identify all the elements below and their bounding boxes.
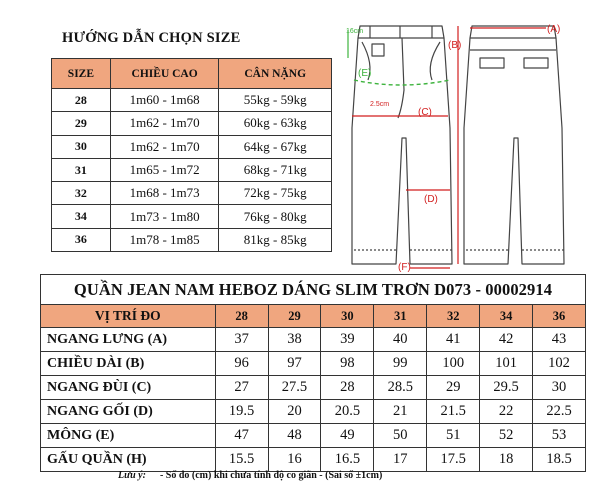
value-cell: 102 bbox=[533, 352, 586, 376]
size-col-header: 28 bbox=[215, 305, 268, 328]
value-cell: 96 bbox=[215, 352, 268, 376]
weight-cell: 76kg - 80kg bbox=[219, 205, 332, 228]
table-row bbox=[41, 424, 586, 448]
label-knee-measure: 2.5cm bbox=[370, 101, 390, 108]
value-cell: 15.5 bbox=[215, 448, 268, 472]
weight-cell: 55kg - 59kg bbox=[219, 89, 332, 112]
value-cell: 39 bbox=[321, 328, 374, 352]
value-cell: 97 bbox=[268, 352, 321, 376]
table-row bbox=[52, 89, 332, 112]
size-guide-table bbox=[51, 58, 332, 252]
value-cell: 22.5 bbox=[533, 400, 586, 424]
size-cell: 30 bbox=[52, 135, 111, 158]
value-cell: 29.5 bbox=[480, 376, 533, 400]
value-cell: 21.5 bbox=[427, 400, 480, 424]
value-cell: 16.5 bbox=[321, 448, 374, 472]
value-cell: 98 bbox=[321, 352, 374, 376]
footnote bbox=[118, 470, 382, 481]
size-header: SIZE bbox=[52, 59, 111, 89]
value-cell: 18 bbox=[480, 448, 533, 472]
value-cell: 51 bbox=[427, 424, 480, 448]
height-cell: 1m73 - 1m80 bbox=[110, 205, 219, 228]
value-cell: 28 bbox=[321, 376, 374, 400]
height-cell: 1m65 - 1m72 bbox=[110, 158, 219, 181]
jeans-front-outline bbox=[352, 26, 452, 264]
value-cell: 50 bbox=[374, 424, 427, 448]
table-row bbox=[52, 228, 332, 251]
table-row bbox=[52, 135, 332, 158]
height-cell: 1m62 - 1m70 bbox=[110, 112, 219, 135]
value-cell: 18.5 bbox=[533, 448, 586, 472]
height-cell: 1m68 - 1m73 bbox=[110, 182, 219, 205]
size-cell: 32 bbox=[52, 182, 111, 205]
height-cell: 1m60 - 1m68 bbox=[110, 89, 219, 112]
footnote-text: - Số đo (cm) khi chưa tính độ co giãn - (Sai số ±1cm) bbox=[159, 470, 383, 481]
row-label: CHIỀU DÀI (B) bbox=[41, 352, 216, 376]
value-cell: 20.5 bbox=[321, 400, 374, 424]
product-title: QUẦN JEAN NAM HEBOZ DÁNG SLIM TRƠN D073 - 00002914 bbox=[41, 275, 586, 305]
size-col-header: 32 bbox=[427, 305, 480, 328]
size-col-header: 29 bbox=[268, 305, 321, 328]
value-cell: 40 bbox=[374, 328, 427, 352]
label-f: (F) bbox=[398, 262, 411, 272]
value-cell: 38 bbox=[268, 328, 321, 352]
value-cell: 30 bbox=[533, 376, 586, 400]
size-cell: 34 bbox=[52, 205, 111, 228]
weight-cell: 64kg - 67kg bbox=[219, 135, 332, 158]
measurement-header-row bbox=[41, 305, 586, 328]
value-cell: 22 bbox=[480, 400, 533, 424]
value-cell: 17 bbox=[374, 448, 427, 472]
table-row bbox=[41, 328, 586, 352]
height-cell: 1m62 - 1m70 bbox=[110, 135, 219, 158]
value-cell: 100 bbox=[427, 352, 480, 376]
weight-header: CÂN NẶNG bbox=[219, 59, 332, 89]
size-col-header: 31 bbox=[374, 305, 427, 328]
value-cell: 21 bbox=[374, 400, 427, 424]
row-label: GẤU QUẦN (H) bbox=[41, 448, 216, 472]
row-label: NGANG ĐÙI (C) bbox=[41, 376, 216, 400]
size-cell: 28 bbox=[52, 89, 111, 112]
value-cell: 41 bbox=[427, 328, 480, 352]
size-col-header: 30 bbox=[321, 305, 374, 328]
jeans-back-outline bbox=[464, 26, 564, 264]
value-cell: 99 bbox=[374, 352, 427, 376]
value-cell: 19.5 bbox=[215, 400, 268, 424]
table-row bbox=[41, 352, 586, 376]
weight-cell: 68kg - 71kg bbox=[219, 158, 332, 181]
hip-measure-line bbox=[354, 80, 450, 85]
label-a: (A) bbox=[547, 24, 561, 35]
value-cell: 17.5 bbox=[427, 448, 480, 472]
weight-cell: 72kg - 75kg bbox=[219, 182, 332, 205]
table-row bbox=[41, 376, 586, 400]
table-row bbox=[52, 112, 332, 135]
row-label: MÔNG (E) bbox=[41, 424, 216, 448]
size-col-header: 34 bbox=[480, 305, 533, 328]
value-cell: 27 bbox=[215, 376, 268, 400]
height-header: CHIỀU CAO bbox=[110, 59, 219, 89]
value-cell: 48 bbox=[268, 424, 321, 448]
label-top-measure: 16cm bbox=[346, 28, 364, 35]
value-cell: 42 bbox=[480, 328, 533, 352]
label-e: (E) bbox=[358, 68, 372, 79]
row-label: NGANG GỐI (D) bbox=[41, 400, 216, 424]
size-cell: 36 bbox=[52, 228, 111, 251]
label-b: (B) bbox=[448, 40, 462, 51]
value-cell: 53 bbox=[533, 424, 586, 448]
value-cell: 52 bbox=[480, 424, 533, 448]
value-cell: 27.5 bbox=[268, 376, 321, 400]
value-cell: 28.5 bbox=[374, 376, 427, 400]
size-col-header: 36 bbox=[533, 305, 586, 328]
value-cell: 49 bbox=[321, 424, 374, 448]
size-guide-header-row bbox=[52, 59, 332, 89]
measurement-table bbox=[40, 274, 586, 472]
row-label: NGANG LƯNG (A) bbox=[41, 328, 216, 352]
label-d: (D) bbox=[424, 194, 438, 205]
value-cell: 20 bbox=[268, 400, 321, 424]
value-cell: 37 bbox=[215, 328, 268, 352]
value-cell: 16 bbox=[268, 448, 321, 472]
table-row bbox=[52, 158, 332, 181]
size-guide-title: HƯỚNG DẪN CHỌN SIZE bbox=[62, 30, 241, 46]
table-row bbox=[52, 205, 332, 228]
size-cell: 31 bbox=[52, 158, 111, 181]
footnote-label: Lưu ý: bbox=[118, 470, 146, 481]
weight-cell: 60kg - 63kg bbox=[219, 112, 332, 135]
value-cell: 101 bbox=[480, 352, 533, 376]
value-cell: 29 bbox=[427, 376, 480, 400]
product-title-row bbox=[41, 275, 586, 305]
value-cell: 43 bbox=[533, 328, 586, 352]
height-cell: 1m78 - 1m85 bbox=[110, 228, 219, 251]
table-row bbox=[41, 448, 586, 472]
table-row bbox=[52, 182, 332, 205]
position-header: VỊ TRÍ ĐO bbox=[41, 305, 216, 328]
size-cell: 29 bbox=[52, 112, 111, 135]
value-cell: 47 bbox=[215, 424, 268, 448]
label-c: (C) bbox=[418, 107, 432, 118]
jeans-measurement-diagram bbox=[340, 18, 594, 272]
table-row bbox=[41, 400, 586, 424]
weight-cell: 81kg - 85kg bbox=[219, 228, 332, 251]
